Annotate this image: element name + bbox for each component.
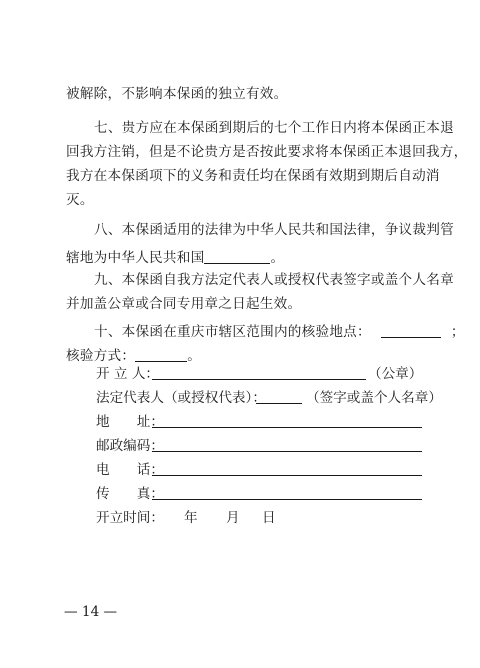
clause-7-line-2: 回我方注销，但是不论贵方是否按此要求将本保函正本退回我方，: [66, 144, 468, 160]
verification-method-blank[interactable]: [135, 349, 187, 362]
issuer-seal-note: （公章）: [368, 366, 423, 382]
fax-field[interactable]: [152, 499, 422, 500]
clause-8-period: 。: [270, 250, 285, 266]
postcode-field[interactable]: [152, 451, 422, 452]
page-number: — 14 —: [64, 604, 118, 620]
address-field[interactable]: [152, 427, 422, 428]
clause-7-line-4: 灭。: [66, 192, 94, 208]
legal-representative-label: 法定代表人（或授权代表）：: [96, 390, 266, 406]
clause-8-text: 辖地为中华人民共和国: [66, 250, 205, 266]
clause-10-period: 。: [187, 348, 202, 364]
verification-location-blank[interactable]: [381, 325, 441, 338]
clause-10-text: 十、本保函在重庆市辖区范围内的核验地点：: [94, 324, 371, 340]
issuer-field[interactable]: [152, 379, 366, 380]
phone-field[interactable]: [152, 475, 422, 476]
legal-representative-field[interactable]: [256, 403, 302, 404]
verification-method-label: 核验方式：: [66, 348, 136, 364]
issue-date-year: 年: [184, 510, 198, 526]
clause-9-line-1: 九、本保函自我方法定代表人或授权代表签字或盖个人名章: [94, 272, 454, 288]
clause-10-semicolon: ；: [450, 324, 465, 340]
issue-date-day: 日: [262, 510, 276, 526]
postcode-label: 邮政编码：: [96, 438, 164, 454]
address-label: 地 址：: [96, 414, 164, 430]
clause-9-line-2: 并加盖公章或合同专用章之日起生效。: [66, 296, 302, 312]
clause-10-line-1: [94, 324, 465, 340]
clause-8-line-1: 八、本保函适用的法律为中华人民共和国法律，争议裁判管: [94, 222, 454, 238]
fax-label: 传 真：: [96, 486, 164, 502]
legal-representative-note: （签字或盖个人名章）: [306, 390, 442, 406]
clause-7-line-1: 七、贵方应在本保函到期后的七个工作日内将本保函正本退: [94, 120, 454, 136]
clause-8-line-2: [66, 250, 426, 266]
jurisdiction-blank[interactable]: [204, 251, 270, 264]
issuer-label: 开 立 人：: [96, 366, 160, 382]
clause-7-line-3: 我方在本保函项下的义务和责任均在保函有效期到期后自动消: [66, 168, 440, 184]
phone-label: 电 话：: [96, 462, 164, 478]
issue-date-label: 开立时间：: [96, 510, 164, 526]
issue-date-month: 月: [226, 510, 240, 526]
clause-6-ending: 被解除，不影响本保函的独立有效。: [66, 86, 288, 102]
clause-10-line-2: [66, 348, 426, 364]
